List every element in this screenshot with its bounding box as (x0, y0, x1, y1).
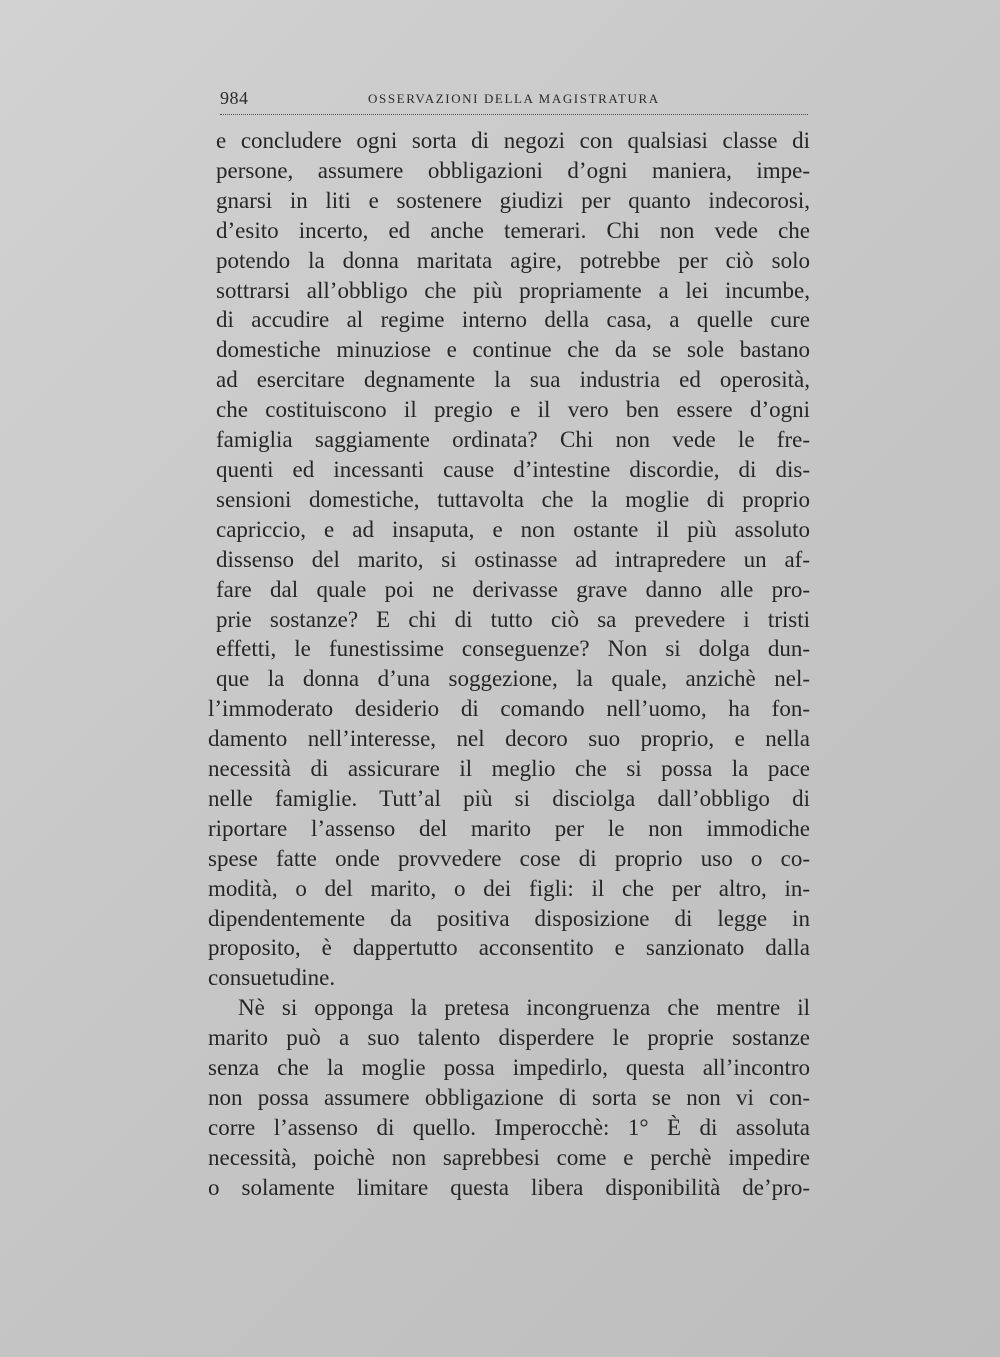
text-line: Nè si opponga la pretesa incongruenza che mentre il (238, 995, 810, 1021)
running-head: OSSERVAZIONI DELLA MAGISTRATURA (368, 91, 660, 106)
body-text (208, 126, 820, 1203)
text-line: dipendentemente da positiva disposizione di legge in (208, 905, 810, 931)
text-line: o solamente limitare questa libera disponibilità de’pro- (208, 1174, 810, 1200)
text-line: consuetudine. (208, 965, 336, 991)
text-line: potendo la donna maritata agire, potrebbe per ciò solo (216, 247, 810, 273)
text-line: domestiche minuziose e continue che da se sole bastano (216, 337, 810, 363)
text-line: e concludere ogni sorta di negozi con qualsiasi classe di (216, 128, 810, 153)
text-line: famiglia saggiamente ordinata? Chi non vede le fre- (216, 427, 810, 453)
text-line: necessità, poichè non saprebbesi come e perchè impedire (208, 1144, 810, 1170)
text-line: spese fatte onde provvedere cose di proprio uso o co- (208, 845, 810, 871)
text-line: prie sostanze? E chi di tutto ciò sa prevedere i tristi (216, 606, 810, 632)
text-line: d’esito incerto, ed anche temerari. Chi non vede che (216, 217, 810, 243)
text-line: effetti, le funestissime conseguenze? Non si dolga dun- (216, 636, 810, 662)
text-line: l’immoderato desiderio di comando nell’uomo, ha fon- (208, 696, 810, 722)
text-line: nelle famiglie. Tutt’al più si disciolga dall’obbligo di (208, 785, 810, 811)
header-rule (220, 114, 808, 115)
text-line: che costituiscono il pregio e il vero ben essere d’ogni (216, 397, 810, 423)
text-line: necessità di assicurare il meglio che si possa la pace (208, 756, 810, 782)
text-line: gnarsi in liti e sostenere giudizi per quanto indecorosi, (216, 187, 810, 213)
text-line: persone, assumere obbligazioni d’ogni maniera, impe- (216, 157, 810, 183)
text-line: que la donna d’una soggezione, la quale, anzichè nel- (216, 666, 810, 692)
text-line: sensioni domestiche, tuttavolta che la moglie di proprio (216, 486, 810, 512)
text-line: damento nell’interesse, nel decoro suo proprio, e nella (208, 726, 810, 752)
text-line: corre l’assenso di quello. Imperocchè: 1° È di assoluta (208, 1114, 810, 1140)
page-number: 984 (220, 88, 249, 108)
text-line: senza che la moglie possa impedirlo, questa all’incontro (208, 1055, 810, 1081)
text-line: sottrarsi all’obbligo che più propriamente a lei incumbe, (216, 277, 810, 303)
text-line: non possa assumere obbligazione di sorta se non vi con- (208, 1085, 810, 1110)
text-line: ad esercitare degnamente la sua industria ed operosità, (216, 367, 810, 393)
text-line: modità, o del marito, o dei figli: il che per altro, in- (208, 875, 810, 901)
text-line: capriccio, e ad insaputa, e non ostante il più assoluto (216, 516, 810, 542)
text-line: proposito, è dappertutto acconsentito e sanzionato dalla (208, 935, 810, 961)
text-line: marito può a suo talento disperdere le proprie sostanze (208, 1025, 810, 1051)
text-line: dissenso del marito, si ostinasse ad intrapredere un af- (216, 546, 810, 572)
text-line: fare dal quale poi ne derivasse grave danno alle pro- (216, 576, 810, 602)
text-line: di accudire al regime interno della casa, a quelle cure (216, 307, 810, 333)
page-header (220, 88, 810, 112)
text-line: quenti ed incessanti cause d’intestine discordie, di dis- (216, 456, 810, 482)
text-line: riportare l’assenso del marito per le non immodiche (208, 815, 810, 841)
